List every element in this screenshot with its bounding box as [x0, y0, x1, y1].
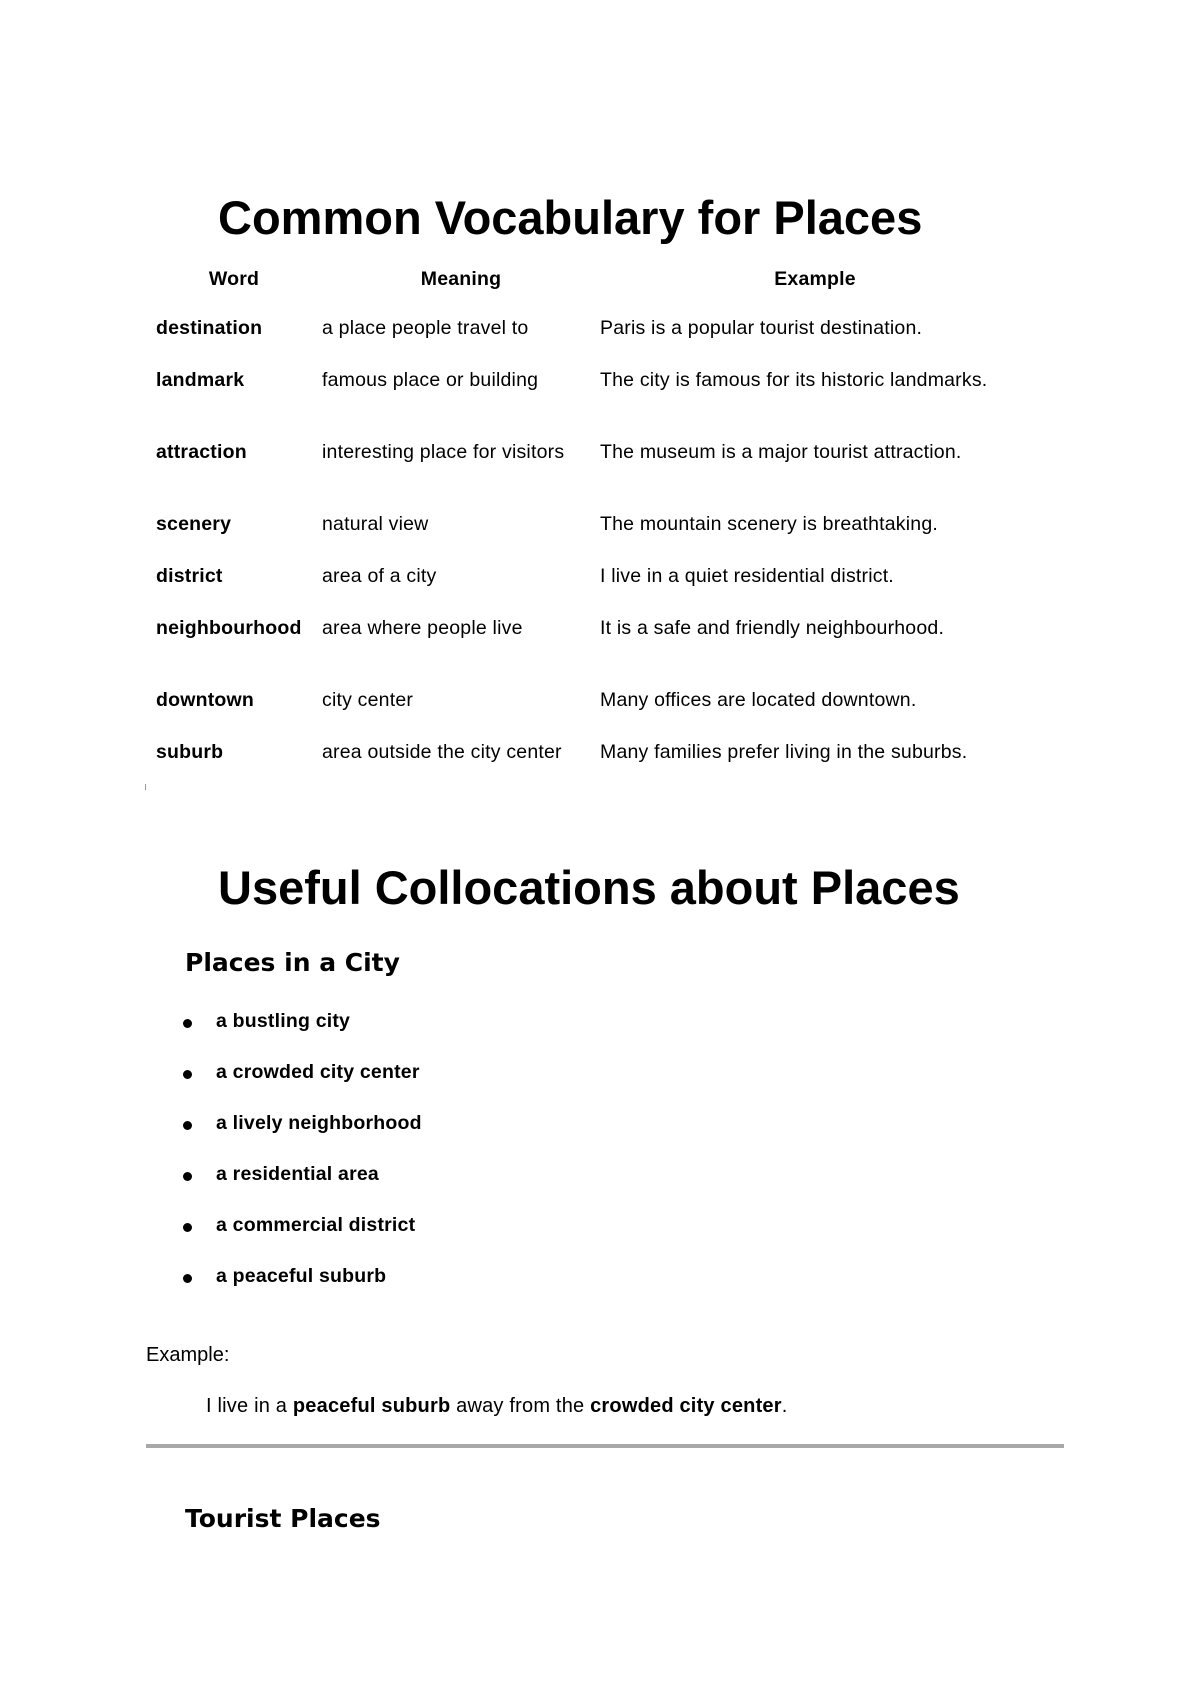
word-cell: district	[156, 565, 223, 587]
meaning-cell: a place people travel to	[322, 317, 529, 339]
example-cell: The city is famous for its historic landmarks.	[600, 369, 988, 391]
tourist-places-heading: Tourist Places	[185, 1504, 381, 1533]
bullet-icon	[183, 1070, 192, 1079]
list-item	[183, 1214, 422, 1265]
example-sentence	[206, 1395, 788, 1418]
table-row	[146, 316, 1030, 368]
header-example: Example	[774, 268, 856, 290]
table-row	[146, 512, 1030, 564]
bullet-icon	[183, 1121, 192, 1130]
header-word: Word	[208, 268, 260, 290]
table-row	[146, 740, 1030, 792]
collocation-list	[183, 1010, 422, 1316]
meaning-cell: natural view	[322, 513, 429, 535]
list-item	[183, 1010, 422, 1061]
table-row	[146, 368, 1030, 440]
bullet-icon	[183, 1019, 192, 1028]
horizontal-divider	[146, 1444, 1064, 1448]
example-cell: The museum is a major tourist attraction.	[600, 441, 962, 463]
example-cell: Many offices are located downtown.	[600, 689, 917, 711]
meaning-cell: area outside the city center	[322, 741, 562, 763]
bullet-icon	[183, 1274, 192, 1283]
example-label: Example:	[146, 1344, 230, 1366]
bullet-icon	[183, 1223, 192, 1232]
word-cell: downtown	[156, 689, 254, 711]
section-title: Useful Collocations about Places	[218, 861, 960, 914]
example-text: away from the	[450, 1395, 591, 1417]
word-cell: suburb	[156, 741, 224, 763]
table-row	[146, 564, 1030, 616]
word-cell: attraction	[156, 441, 247, 463]
section-mark	[145, 784, 146, 790]
list-item	[183, 1061, 422, 1112]
example-cell: It is a safe and friendly neighbourhood.	[600, 617, 945, 639]
page-title: Common Vocabulary for Places	[218, 191, 923, 244]
list-item-text: a peaceful suburb	[216, 1265, 387, 1287]
list-item-text: a commercial district	[216, 1214, 416, 1236]
word-cell: landmark	[156, 369, 245, 391]
example-cell: I live in a quiet residential district.	[600, 565, 894, 587]
example-bold-phrase: peaceful suburb	[292, 1395, 451, 1417]
example-text: I live in a	[206, 1395, 293, 1417]
word-cell: scenery	[156, 513, 232, 535]
table-row	[146, 440, 1030, 512]
example-cell: Many families prefer living in the suburbs.	[600, 741, 968, 763]
word-cell: destination	[156, 317, 263, 339]
table-row	[146, 688, 1030, 740]
example-cell: Paris is a popular tourist destination.	[600, 317, 923, 339]
meaning-cell: interesting place for visitors	[322, 441, 565, 463]
list-item	[183, 1265, 422, 1316]
meaning-cell: area of a city	[322, 565, 437, 587]
example-bold-phrase: crowded city center	[590, 1395, 782, 1417]
table-header-row	[146, 268, 1030, 316]
meaning-cell: city center	[322, 689, 414, 711]
places-in-city-heading: Places in a City	[185, 948, 400, 977]
list-item-text: a crowded city center	[216, 1061, 420, 1083]
meaning-cell: famous place or building	[322, 369, 539, 391]
vocabulary-table	[146, 268, 1030, 792]
header-meaning: Meaning	[420, 268, 502, 290]
table-row	[146, 616, 1030, 688]
bullet-icon	[183, 1172, 192, 1181]
example-cell: The mountain scenery is breathtaking.	[600, 513, 938, 535]
list-item-text: a bustling city	[216, 1010, 351, 1032]
example-text: .	[781, 1395, 788, 1417]
list-item	[183, 1112, 422, 1163]
list-item-text: a lively neighborhood	[216, 1112, 422, 1134]
list-item	[183, 1163, 422, 1214]
meaning-cell: area where people live	[322, 617, 523, 639]
word-cell: neighbourhood	[156, 617, 302, 639]
list-item-text: a residential area	[216, 1163, 379, 1185]
